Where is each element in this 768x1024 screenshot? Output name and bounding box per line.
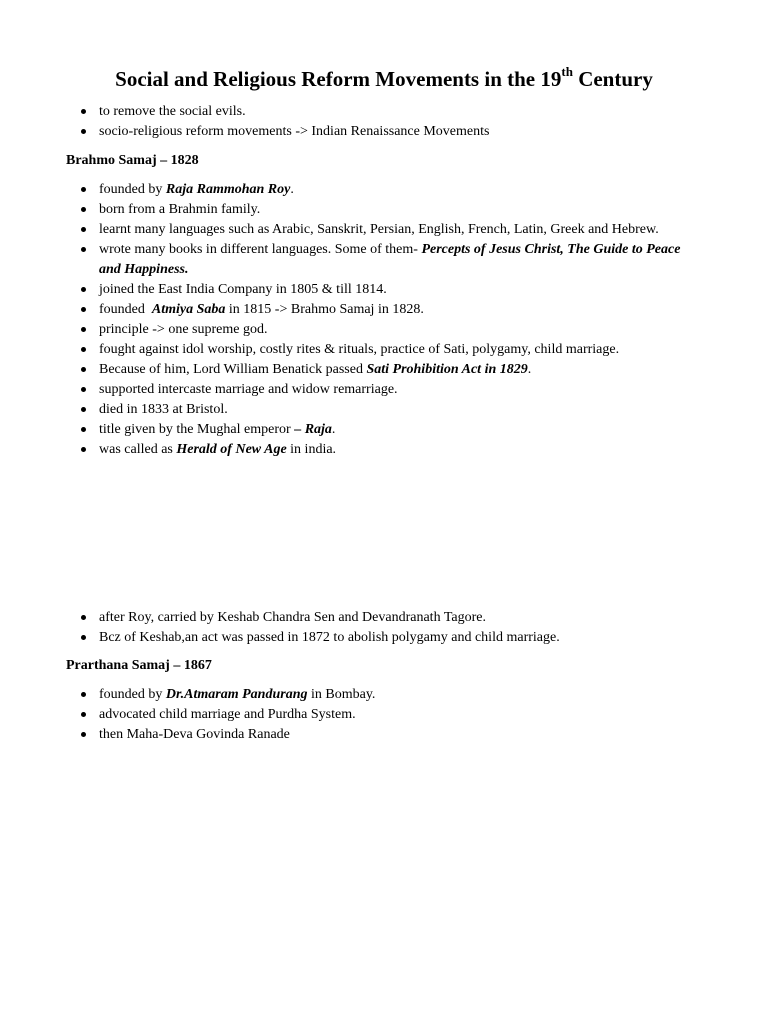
list-item: after Roy, carried by Keshab Chandra Sen and Devandranath Tagore. — [78, 608, 698, 628]
title-superscript: th — [561, 64, 573, 79]
list-item: fought against idol worship, costly rites & rituals, practice of Sati, polygamy, child marriage. — [78, 340, 698, 360]
list-item: supported intercaste marriage and widow remarriage. — [78, 380, 698, 400]
list-item: Because of him, Lord William Benatick passed Sati Prohibition Act in 1829. — [78, 360, 698, 380]
prarthana-list — [78, 685, 698, 745]
list-item: socio-religious reform movements -> Indian Renaissance Movements — [78, 122, 698, 142]
list-item: founded by Raja Rammohan Roy. — [78, 180, 698, 200]
list-item: then Maha-Deva Govinda Ranade — [78, 725, 698, 745]
list-item: learnt many languages such as Arabic, Sanskrit, Persian, English, French, Latin, Greek and Hebrew. — [78, 220, 698, 240]
page-title — [0, 64, 768, 94]
list-item: Bcz of Keshab,an act was passed in 1872 to abolish polygamy and child marriage. — [78, 628, 698, 648]
section-heading-prarthana: Prarthana Samaj – 1867 — [66, 658, 212, 673]
list-item: joined the East India Company in 1805 & till 1814. — [78, 280, 698, 300]
brahmo-later-list — [78, 608, 698, 648]
list-item: advocated child marriage and Purdha System. — [78, 705, 698, 725]
list-item: to remove the social evils. — [78, 102, 698, 122]
list-item: principle -> one supreme god. — [78, 320, 698, 340]
brahmo-list — [78, 180, 698, 460]
list-item: title given by the Mughal emperor – Raja. — [78, 420, 698, 440]
title-text-end: Century — [572, 67, 653, 91]
list-item: founded Atmiya Saba in 1815 -> Brahmo Samaj in 1828. — [78, 300, 698, 320]
list-item: founded by Dr.Atmaram Pandurang in Bombay. — [78, 685, 698, 705]
list-item: died in 1833 at Bristol. — [78, 400, 698, 420]
list-item: wrote many books in different languages. Some of them- Percepts of Jesus Christ, The Guide to Peace and Happiness. — [78, 240, 698, 280]
list-item: born from a Brahmin family. — [78, 200, 698, 220]
list-item: was called as Herald of New Age in india. — [78, 440, 698, 460]
section-heading-brahmo: Brahmo Samaj – 1828 — [66, 153, 199, 168]
intro-list — [78, 102, 698, 142]
title-text: Social and Religious Reform Movements in the 19 — [115, 67, 562, 91]
